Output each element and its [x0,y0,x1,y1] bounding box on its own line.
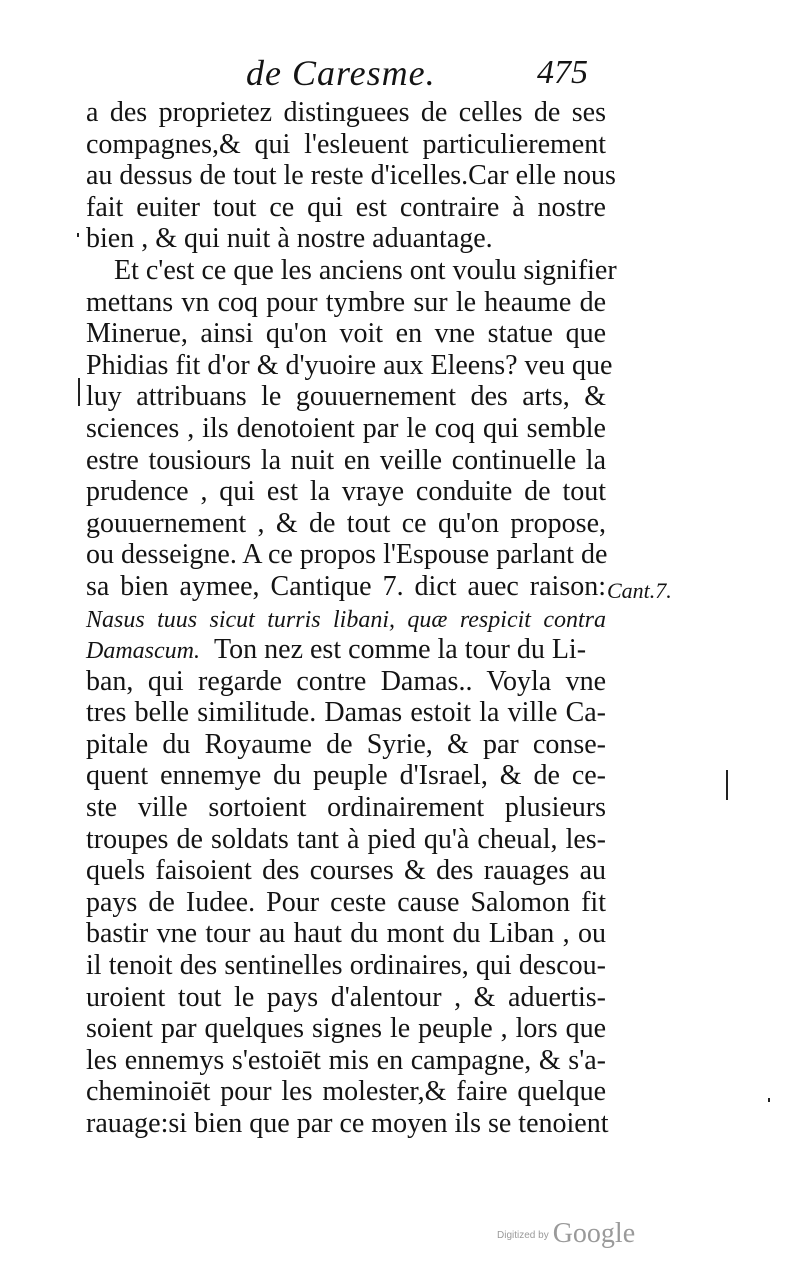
text-line: quels faisoient des courses & des rauages au [86,855,606,887]
text-line: mettans vn coq pour tymbre sur le heaume de [86,286,606,318]
text-line: Et c'est ce que les anciens ont voulu signifier [114,254,617,286]
text-line [86,634,606,666]
text-line: bastir vne tour au haut du mont du Liban , ou [86,918,606,950]
text-line: sa bien aymee, Cantique 7. dict auec raison: [86,570,606,602]
text-line: tres belle similitude. Damas estoit la ville Ca- [86,697,606,729]
text-line: Phidias fit d'or & d'yuoire aux Eleens? veu que [86,349,613,381]
latin-quotation: Nasus tuus sicut turris libani, quæ respicit contra [86,606,606,633]
scan-mark [77,233,79,237]
text-line: prudence , qui est la vraye conduite de tout [86,476,606,508]
text-line: pays de Iudee. Pour ceste cause Salomon fit [86,886,606,918]
text-line: ste ville sortoient ordinairement plusieurs [86,792,606,824]
text-line: rauage:si bien que par ce moyen ils se tenoient [86,1108,609,1139]
text-line: fait euiter tout ce qui est contraire à nostre [86,191,606,223]
text-line [86,603,606,635]
text-line: bien , & qui nuit à nostre aduantage. [86,223,493,255]
scan-mark [726,770,728,800]
watermark-caption: Digitized by [497,1230,549,1241]
text-line: sciences , ils denotoient par le coq qui semble [86,412,606,444]
text-line: soient par quelques signes le peuple , lors que [86,1013,606,1045]
text-line: il tenoit des sentinelles ordinaires, qui descou- [86,950,606,982]
text-line: compagnes,& qui l'esleuent particulierement [86,128,606,160]
text-line: Minerue, ainsi qu'on voit en vne statue que [86,318,606,350]
text-line: ban, qui regarde contre Damas.. Voyla vne [86,665,606,697]
text-line: estre tousiours la nuit en veille continuelle la [86,444,606,476]
text-line: les ennemys s'estoiēt mis en campagne, & s'a- [86,1044,606,1076]
text-line: au dessus de tout le reste d'icelles.Car elle nous [86,160,616,192]
translation-start: Ton nez est comme la tour du Li- [214,634,587,666]
margin-note: Cant.7. [607,578,672,603]
running-head: de Caresme. [246,53,436,93]
digitized-watermark [497,1218,635,1250]
page-number: 475 [537,54,588,91]
text-line: uroient tout le pays d'alentour , & aduertis- [86,981,606,1013]
text-line: ou desseigne. A ce propos l'Espouse parlant de [86,539,608,571]
text-line: gouuernement , & de tout ce qu'on propose, [86,507,606,539]
text-line: pitale du Royaume de Syrie, & par conse- [86,728,606,760]
latin-quotation-end: Damascum. [86,638,200,665]
text-line: luy attribuans le gouuernement des arts, & [86,381,606,413]
text-line: a des proprietez distinguees de celles de ses [86,97,606,128]
google-logo: Google [552,1218,636,1249]
text-line: quent ennemye du peuple d'Israel, & de ce- [86,760,606,792]
text-line: troupes de soldats tant à pied qu'à cheual, les- [86,823,606,855]
scan-mark [78,378,80,406]
text-line: cheminoiēt pour les molester,& faire quelque [86,1076,606,1108]
body-text [86,97,617,1140]
scan-mark [768,1098,770,1102]
